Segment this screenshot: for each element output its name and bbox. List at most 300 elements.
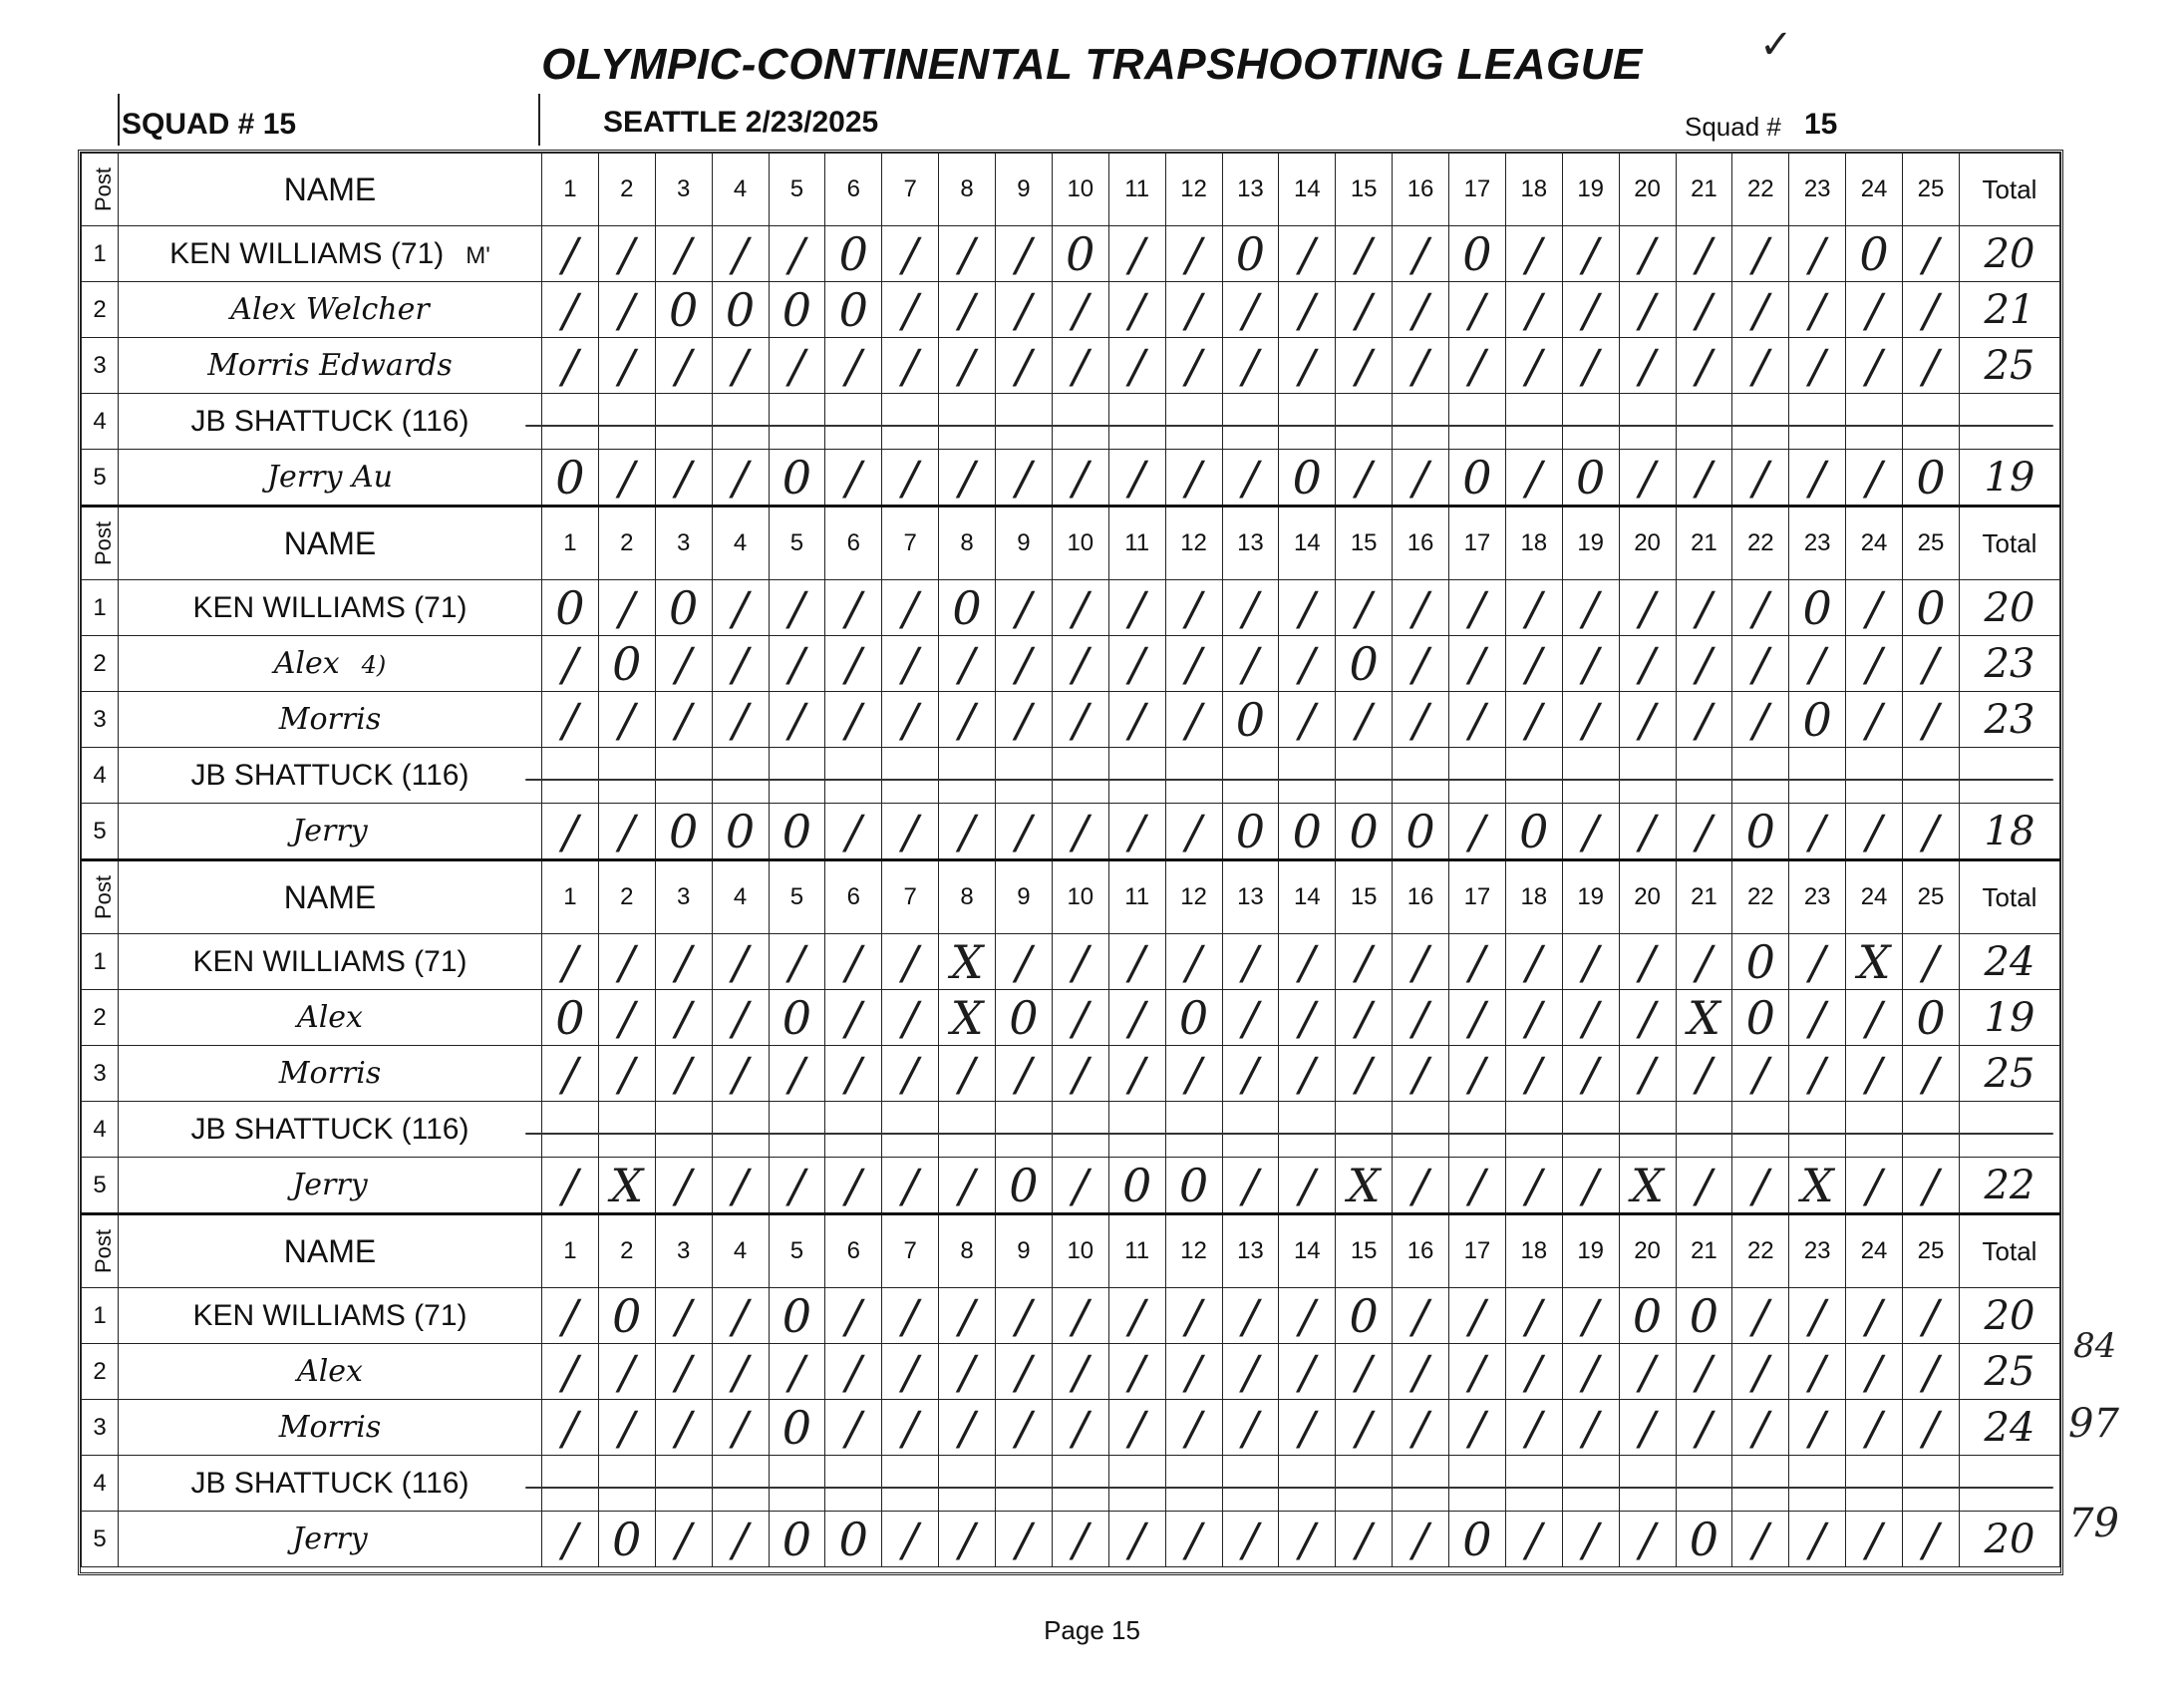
round-header: 21 [1676,154,1732,226]
shot-cell: / [939,1158,996,1214]
shooter-row [82,282,2060,338]
shot-cell: / [1619,338,1676,394]
shot-cell [1505,1102,1562,1158]
shot-cell: / [1222,1400,1279,1456]
shot-cell: / [1846,636,1903,692]
shot-cell: 0 [1336,804,1393,860]
shot-cell: / [1903,338,1960,394]
shot-cell: / [1279,1400,1336,1456]
round-header: 7 [882,1214,939,1288]
shot-cell: / [1108,226,1165,282]
round-header: 9 [996,860,1053,934]
shot-cell: / [655,934,712,990]
shot-cell [769,748,825,804]
shooter-name-cell [119,1046,542,1102]
shot-cell: / [1279,692,1336,748]
shot-cell: / [939,1512,996,1567]
shot-cell [1846,394,1903,450]
shot-cell [1222,748,1279,804]
post-number: 4 [82,394,119,450]
shot-cell: / [996,338,1053,394]
shot-cell: / [1449,804,1506,860]
shot-cell: / [1165,692,1222,748]
shot-cell: / [542,1344,599,1400]
round-header: 2 [598,860,655,934]
shot-cell: / [939,1288,996,1344]
shot-cell: / [542,1158,599,1214]
shot-cell: / [1903,1344,1960,1400]
shot-cell: 0 [1222,692,1279,748]
shot-cell: / [1903,1046,1960,1102]
shot-cell [1562,748,1619,804]
shot-cell: / [1279,226,1336,282]
shot-cell: / [1165,1288,1222,1344]
round-header: 6 [825,860,882,934]
shot-cell: / [769,1344,825,1400]
shot-cell: / [882,450,939,507]
shot-cell [655,748,712,804]
shot-cell: / [1789,804,1846,860]
shooter-row [82,1344,2060,1400]
round-header: 19 [1562,860,1619,934]
shot-cell: 0 [1903,450,1960,507]
shooter-name-cell [119,748,542,804]
shooter-name: Alex Welcher [230,292,430,327]
shot-cell: / [1619,636,1676,692]
shot-cell: / [1108,804,1165,860]
shot-cell: / [1846,1158,1903,1214]
shot-cell: / [1393,636,1449,692]
column-header-row [82,1214,2060,1288]
shot-cell: 0 [1393,804,1449,860]
round-header: 18 [1505,860,1562,934]
round-header: 24 [1846,154,1903,226]
round-header: 4 [712,860,769,934]
shot-cell: / [1165,1512,1222,1567]
shot-cell: / [712,1344,769,1400]
shot-cell [1903,748,1960,804]
shot-cell: / [598,692,655,748]
shot-cell: 0 [996,990,1053,1046]
shot-cell [1789,1456,1846,1512]
shot-cell: / [825,1400,882,1456]
round-header: 12 [1165,1214,1222,1288]
shooter-name: Morris Edwards [207,348,453,383]
shot-cell: 0 [1165,990,1222,1046]
shot-cell: / [1676,804,1732,860]
shot-cell: / [769,1158,825,1214]
row-total: 18 [1960,804,2060,860]
shot-cell: / [1846,692,1903,748]
shot-cell [1165,394,1222,450]
post-header [82,154,119,226]
shot-cell: / [598,1046,655,1102]
shooter-name-cell [119,636,542,692]
shot-cell: 0 [542,450,599,507]
shot-cell [1108,1102,1165,1158]
column-header-row [82,154,2060,226]
shot-cell: 0 [1449,450,1506,507]
shot-cell: / [1336,1344,1393,1400]
shot-cell [1393,1102,1449,1158]
shooter-name: Morris [278,702,382,737]
shot-cell: X [1789,1158,1846,1214]
shot-cell: / [1336,338,1393,394]
round-header: 18 [1505,1214,1562,1288]
round-header: 19 [1562,507,1619,580]
shot-cell: / [825,1344,882,1400]
round-header: 12 [1165,860,1222,934]
shot-cell: / [1336,226,1393,282]
post-number: 1 [82,580,119,636]
shot-cell: / [1789,990,1846,1046]
shot-cell: / [996,692,1053,748]
round-header: 2 [598,507,655,580]
shot-cell: / [1846,1046,1903,1102]
shot-cell: / [1505,226,1562,282]
shot-cell: / [1505,1344,1562,1400]
shot-cell: / [1846,1512,1903,1567]
shooter-name: Alex [273,646,340,681]
row-total: 19 [1960,990,2060,1046]
round-header: 13 [1222,507,1279,580]
shot-cell [939,1456,996,1512]
post-number: 4 [82,1102,119,1158]
shot-cell: / [996,1046,1053,1102]
shot-cell: / [712,636,769,692]
shot-cell [712,394,769,450]
round-header: 24 [1846,507,1903,580]
round-header: 11 [1108,860,1165,934]
shot-cell: / [598,226,655,282]
round-header: 1 [542,507,599,580]
shot-cell [1732,1102,1789,1158]
shooter-row [82,1288,2060,1344]
shot-cell: / [1676,450,1732,507]
shot-cell [1846,1102,1903,1158]
shot-cell: / [1165,804,1222,860]
round-header: 3 [655,154,712,226]
shot-cell: / [1676,1046,1732,1102]
shot-cell: / [712,338,769,394]
round-header: 7 [882,507,939,580]
round-header: 3 [655,507,712,580]
shot-cell: / [1108,692,1165,748]
post-header-label: Post [91,1228,117,1274]
row-total [1960,1456,2060,1512]
shot-cell: / [712,226,769,282]
shot-cell: / [939,1400,996,1456]
round-header: 5 [769,507,825,580]
shot-cell: / [1165,580,1222,636]
margin-note: 97 [2068,1401,2119,1447]
shot-cell: / [1732,692,1789,748]
shot-cell: / [825,450,882,507]
shot-cell: 0 [769,282,825,338]
shot-cell: / [1165,282,1222,338]
shot-cell: 0 [1336,636,1393,692]
shot-cell: / [1052,580,1108,636]
shot-cell: / [882,580,939,636]
shot-cell: / [1619,1400,1676,1456]
shot-cell: / [1279,580,1336,636]
shot-cell: / [882,1400,939,1456]
shot-cell [1732,748,1789,804]
shot-cell: 0 [1279,450,1336,507]
shot-cell: / [712,1288,769,1344]
shot-cell: / [769,226,825,282]
post-number: 4 [82,748,119,804]
shot-cell [1903,394,1960,450]
row-total: 24 [1960,1400,2060,1456]
shot-cell: / [1903,692,1960,748]
shot-cell [1222,1456,1279,1512]
shot-cell: / [1732,1288,1789,1344]
shot-cell: / [655,1344,712,1400]
shot-cell: / [825,934,882,990]
shooter-row [82,934,2060,990]
shot-cell: / [1336,1400,1393,1456]
shot-cell: / [1165,934,1222,990]
round-header: 8 [939,1214,996,1288]
shot-cell [712,1102,769,1158]
shot-cell: / [882,1288,939,1344]
round-header: 23 [1789,860,1846,934]
shot-cell: / [598,450,655,507]
shot-cell: / [1562,1158,1619,1214]
shot-cell [1562,1456,1619,1512]
shot-cell: 0 [1619,1288,1676,1344]
shot-cell: / [1052,1512,1108,1567]
shot-cell [1449,394,1506,450]
shot-cell: / [825,580,882,636]
shot-cell: / [1449,580,1506,636]
shot-cell: / [1393,580,1449,636]
row-total: 22 [1960,1158,2060,1214]
shooter-row [82,748,2060,804]
shot-cell: / [1393,1288,1449,1344]
shot-cell: / [1732,580,1789,636]
round-header: 22 [1732,860,1789,934]
name-note: 4) [361,651,387,679]
shot-cell: / [1449,1046,1506,1102]
shot-cell: / [542,934,599,990]
shot-cell: / [1052,1344,1108,1400]
post-number: 3 [82,338,119,394]
shot-cell: / [1505,1046,1562,1102]
shot-cell: 0 [1676,1288,1732,1344]
shot-cell [542,748,599,804]
shot-cell: / [1505,1288,1562,1344]
post-header-label: Post [91,874,117,920]
shot-cell [598,1456,655,1512]
shot-cell: X [939,990,996,1046]
shot-cell: / [655,226,712,282]
shooter-name-cell [119,282,542,338]
shot-cell: / [1393,1344,1449,1400]
round-header: 14 [1279,507,1336,580]
row-total [1960,748,2060,804]
shot-cell: / [1222,1344,1279,1400]
post-number: 2 [82,990,119,1046]
shot-cell: 0 [996,1158,1053,1214]
shot-cell [1676,1456,1732,1512]
shot-cell: / [1222,1046,1279,1102]
shot-cell: / [1505,636,1562,692]
shooter-name: KEN WILLIAMS (71) [192,590,468,624]
shot-cell: 0 [1052,226,1108,282]
shot-cell: 0 [825,226,882,282]
shot-cell: / [1336,1512,1393,1567]
shot-cell: / [1279,1158,1336,1214]
shooter-name-cell [119,1288,542,1344]
round-header: 22 [1732,154,1789,226]
shot-cell: / [542,692,599,748]
shot-cell: 0 [939,580,996,636]
round-header: 17 [1449,154,1506,226]
shot-cell: / [939,636,996,692]
shot-cell: 0 [598,636,655,692]
shooter-row [82,1512,2060,1567]
shot-cell: / [1505,282,1562,338]
row-total: 20 [1960,1288,2060,1344]
shooter-row [82,804,2060,860]
shot-cell [939,394,996,450]
shot-cell [1449,748,1506,804]
shooter-name-cell [119,1158,542,1214]
shot-cell: 0 [598,1288,655,1344]
shot-cell: / [1052,804,1108,860]
shot-cell: / [1903,934,1960,990]
shot-cell [655,1102,712,1158]
shot-cell: / [882,692,939,748]
shot-cell: / [1789,1512,1846,1567]
shot-cell: / [1336,692,1393,748]
round-header: 25 [1903,1214,1960,1288]
shot-cell: / [1676,580,1732,636]
shooter-row [82,338,2060,394]
shot-cell: / [996,1288,1053,1344]
shot-cell [1846,1456,1903,1512]
shooter-name: JB SHATTUCK (116) [190,1112,469,1146]
shot-cell: 0 [769,450,825,507]
shot-cell: / [1279,1512,1336,1567]
shot-cell: / [996,1344,1053,1400]
round-header: 13 [1222,860,1279,934]
shot-cell: / [542,1046,599,1102]
post-number: 5 [82,450,119,507]
round-header: 9 [996,507,1053,580]
shot-cell: / [1789,282,1846,338]
shot-cell: / [1789,338,1846,394]
shot-cell: / [1619,804,1676,860]
round-header: 16 [1393,154,1449,226]
shot-cell: / [598,580,655,636]
shot-cell: / [1108,450,1165,507]
shot-cell [1449,1456,1506,1512]
squad-number-value: 15 [1804,108,1838,141]
shot-cell: / [1108,1344,1165,1400]
shot-cell: / [1393,450,1449,507]
shot-cell [655,1456,712,1512]
shot-cell [1052,394,1108,450]
shot-cell: / [1336,990,1393,1046]
shot-cell: / [1562,1400,1619,1456]
shooter-name-cell [119,1344,542,1400]
row-total: 19 [1960,450,2060,507]
shot-cell [825,748,882,804]
shot-cell: / [1108,636,1165,692]
shot-cell [1279,748,1336,804]
shot-cell: / [1505,1158,1562,1214]
post-number: 3 [82,1400,119,1456]
score-table [81,153,2060,1567]
shooter-name: KEN WILLIAMS (71) [192,944,468,978]
shot-cell: / [1619,692,1676,748]
shot-cell: / [655,338,712,394]
shot-cell: 0 [655,804,712,860]
shot-cell: / [1846,1400,1903,1456]
shot-cell: 0 [598,1512,655,1567]
shooter-row [82,1400,2060,1456]
shot-cell: / [1789,226,1846,282]
round-header: 19 [1562,154,1619,226]
shooter-name-cell [119,990,542,1046]
shot-cell: / [769,934,825,990]
shot-cell: / [1505,1400,1562,1456]
shooter-name: Jerry [292,814,368,848]
shot-cell: / [1052,1158,1108,1214]
shot-cell: / [598,934,655,990]
shot-cell: / [655,1400,712,1456]
shot-cell [1108,1456,1165,1512]
shooter-name: KEN WILLIAMS (71) [192,1298,468,1332]
post-number: 2 [82,636,119,692]
shot-cell: / [1222,450,1279,507]
shot-cell: / [1562,1344,1619,1400]
shot-cell: / [1052,338,1108,394]
shot-cell: / [996,282,1053,338]
shot-cell: / [1732,1344,1789,1400]
round-header: 18 [1505,154,1562,226]
row-total: 20 [1960,1512,2060,1567]
shot-cell: / [1846,990,1903,1046]
round-header: 15 [1336,507,1393,580]
shot-cell: / [655,636,712,692]
shot-cell: 0 [1165,1158,1222,1214]
shot-cell: / [1165,1344,1222,1400]
shot-cell: / [769,1046,825,1102]
shot-cell: / [1449,990,1506,1046]
shot-cell [1052,1102,1108,1158]
shot-cell [1336,1456,1393,1512]
shot-cell [1676,394,1732,450]
shot-cell: / [1732,226,1789,282]
shooter-name: JB SHATTUCK (116) [190,404,469,438]
shot-cell: / [1336,450,1393,507]
shooter-row [82,692,2060,748]
shot-cell [598,394,655,450]
shot-cell: X [1336,1158,1393,1214]
shot-cell: / [1393,226,1449,282]
shot-cell: / [1562,1512,1619,1567]
shot-cell [1846,748,1903,804]
shot-cell [996,748,1053,804]
shot-cell: / [1108,1046,1165,1102]
shot-cell [542,1102,599,1158]
round-header: 10 [1052,507,1108,580]
shot-cell: / [1505,450,1562,507]
